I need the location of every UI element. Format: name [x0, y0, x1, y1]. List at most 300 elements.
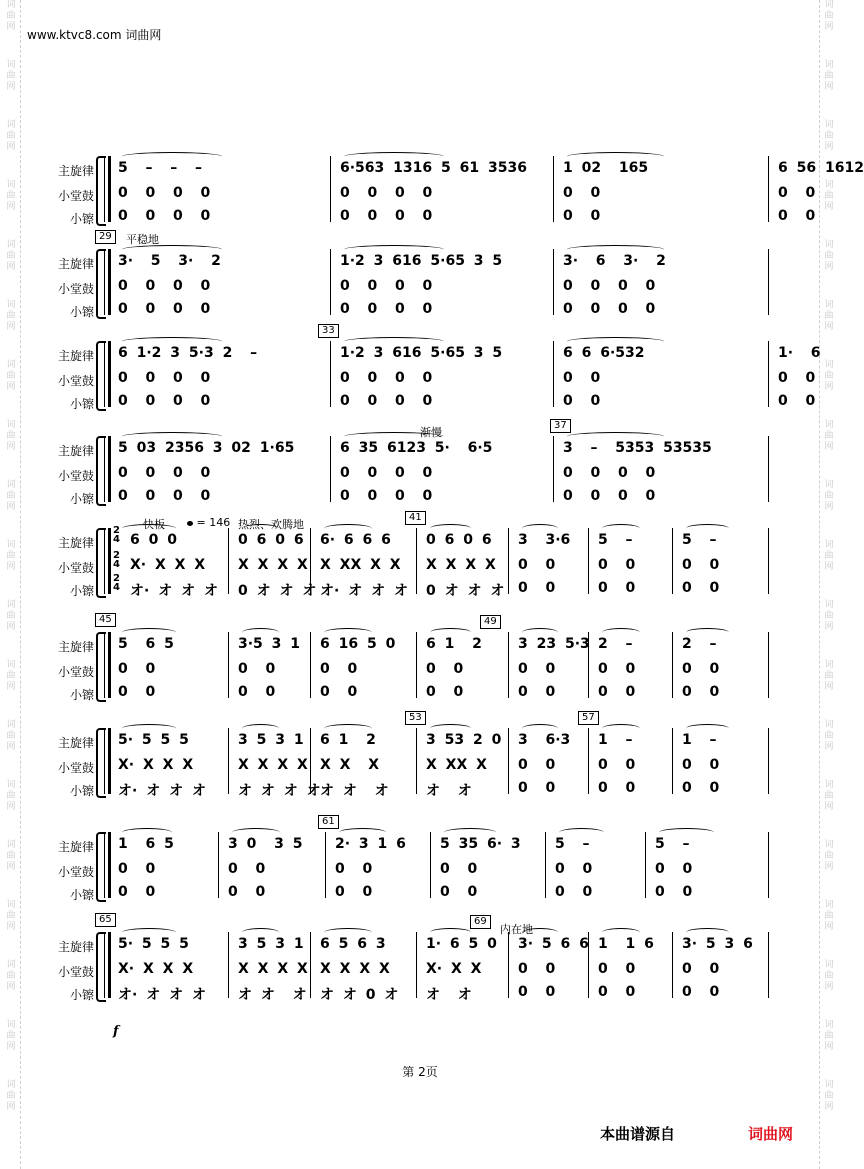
- measure-snare: 0 0: [682, 757, 720, 773]
- measure-snare: 0 0 0 0: [340, 465, 433, 481]
- measure-melody: 6 35 6123 5· 6·5: [340, 440, 493, 456]
- footer-brand[interactable]: 词曲网: [748, 1125, 794, 1143]
- watermark-glyph: 词 曲 网: [6, 960, 16, 992]
- barline: [228, 728, 229, 794]
- measure-cymbal: 0 0 0 0: [118, 393, 211, 409]
- instrument-label-cymbal: 小镲: [69, 784, 94, 798]
- measure-snare: 0 0: [655, 861, 693, 877]
- measure-snare: X X X X: [238, 757, 308, 773]
- measure-number: 29: [95, 230, 116, 244]
- slur-mark: [339, 828, 386, 837]
- barline: [325, 832, 326, 898]
- measure-snare: 0 0 0 0: [118, 185, 211, 201]
- score-system: [0, 325, 840, 425]
- system-start-barline: [104, 341, 111, 407]
- measure-melody: 3 5 3 1: [238, 732, 304, 748]
- measure-snare: X X X X: [238, 557, 308, 573]
- measure-cymbal: オ オ オ オ: [238, 783, 321, 799]
- barline: [768, 341, 769, 407]
- measure-snare: 0 0 0 0: [340, 185, 433, 201]
- measure-snare: 0 0: [778, 370, 816, 386]
- barline: [588, 728, 589, 794]
- measure-number: 41: [405, 511, 426, 525]
- measure-melody: 6 56 1612: [778, 160, 864, 176]
- slur-mark: [344, 432, 444, 441]
- measure-cymbal: オ· オ オ オ: [118, 783, 206, 799]
- measure-snare: X X X X: [426, 557, 496, 573]
- slur-mark: [324, 628, 372, 637]
- instrument-label-cymbal: 小镲: [69, 888, 94, 902]
- watermark-glyph: 词 曲 网: [6, 720, 16, 752]
- slur-mark: [242, 928, 279, 937]
- barline: [310, 528, 311, 594]
- time-signature: 2 4: [113, 573, 120, 593]
- slur-mark: [686, 928, 729, 937]
- measure-snare: 0 0: [598, 557, 636, 573]
- slur-mark: [602, 524, 640, 533]
- measure-melody: 3 – 5353 53535: [563, 440, 712, 456]
- measure-cymbal: 0 0 0 0: [563, 488, 656, 504]
- system-start-barline: [104, 436, 111, 502]
- measure-cymbal: 0 0: [682, 684, 720, 700]
- measure-number: 61: [318, 815, 339, 829]
- tempo-annotation: f: [113, 1024, 119, 1039]
- watermark-glyph: 词 曲 网: [824, 780, 834, 812]
- instrument-label-cymbal: 小镲: [69, 688, 94, 702]
- measure-melody: 1 –: [598, 732, 633, 748]
- barline: [330, 341, 331, 407]
- footer-source-text: 本曲谱源自: [600, 1125, 676, 1143]
- measure-melody: 5 –: [555, 836, 590, 852]
- measure-melody: 0 6 0 6: [426, 532, 492, 548]
- measure-cymbal: 0 0: [426, 684, 464, 700]
- barline: [768, 632, 769, 698]
- watermark-glyph: 词 曲 网: [824, 420, 834, 452]
- barline: [588, 632, 589, 698]
- measure-melody: 5 –: [682, 532, 717, 548]
- measure-cymbal: 0 0: [778, 393, 816, 409]
- measure-cymbal: 0 0: [598, 780, 636, 796]
- instrument-label-snare: 小堂鼓: [57, 761, 94, 775]
- instrument-label-cymbal: 小镲: [69, 397, 94, 411]
- watermark-glyph: 词 曲 网: [824, 720, 834, 752]
- barline: [545, 832, 546, 898]
- measure-number: 57: [578, 711, 599, 725]
- slur-mark: [567, 152, 664, 161]
- slur-mark: [430, 724, 471, 733]
- slur-mark: [344, 245, 444, 254]
- watermark-glyph: 词 曲 网: [824, 1020, 834, 1052]
- slur-mark: [242, 628, 279, 637]
- measure-snare: X XX X: [426, 757, 487, 773]
- barline: [553, 156, 554, 222]
- barline: [228, 932, 229, 998]
- instrument-label-melody: 主旋律: [57, 640, 94, 654]
- slur-mark: [122, 524, 176, 533]
- measure-cymbal: 0 0 0 0: [340, 488, 433, 504]
- measure-snare: X· X X X: [118, 961, 194, 977]
- measure-snare: 0 0: [563, 370, 601, 386]
- measure-melody: 6 1 2: [320, 732, 376, 748]
- system-start-barline: [104, 632, 111, 698]
- measure-cymbal: 0 0: [238, 684, 276, 700]
- measure-snare: X· X X X: [118, 757, 194, 773]
- instrument-label-melody: 主旋律: [57, 257, 94, 271]
- slur-mark: [122, 628, 176, 637]
- watermark-glyph: 词 曲 网: [6, 360, 16, 392]
- watermark-glyph: 词 曲 网: [6, 1080, 16, 1112]
- measure-number: 53: [405, 711, 426, 725]
- measure-melody: 6 6 6·532: [563, 345, 645, 361]
- instrument-label-snare: 小堂鼓: [57, 665, 94, 679]
- time-signature: 2 4: [113, 550, 120, 570]
- barline: [588, 932, 589, 998]
- barline: [310, 632, 311, 698]
- barline: [672, 528, 673, 594]
- instrument-label-cymbal: 小镲: [69, 988, 94, 1002]
- barline: [508, 728, 509, 794]
- watermark-glyph: 词 曲 网: [824, 180, 834, 212]
- measure-melody: 6· 6 6 6: [320, 532, 391, 548]
- measure-cymbal: 0 0: [655, 884, 693, 900]
- watermark-glyph: 词 曲 网: [6, 660, 16, 692]
- measure-melody: 2 –: [682, 636, 717, 652]
- barline: [768, 156, 769, 222]
- measure-cymbal: オ オ オ: [238, 987, 307, 1003]
- watermark-glyph: 词 曲 网: [6, 120, 16, 152]
- measure-melody: 1· 6: [778, 345, 821, 361]
- system-start-barline: [104, 249, 111, 315]
- measure-cymbal: オ· オ オ オ: [320, 583, 408, 599]
- measure-melody: 5 –: [598, 532, 633, 548]
- measure-melody: 1 –: [682, 732, 717, 748]
- measure-cymbal: 0 0: [518, 580, 556, 596]
- slur-mark: [602, 628, 640, 637]
- instrument-label-snare: 小堂鼓: [57, 561, 94, 575]
- slur-mark: [324, 724, 372, 733]
- measure-number: 65: [95, 913, 116, 927]
- measure-melody: 5· 5 5 5: [118, 732, 189, 748]
- slur-mark: [122, 928, 176, 937]
- slur-mark: [430, 928, 471, 937]
- slur-mark: [344, 152, 444, 161]
- barline: [672, 932, 673, 998]
- barline: [416, 932, 417, 998]
- barline: [768, 436, 769, 502]
- measure-cymbal: 0 0: [228, 884, 266, 900]
- instrument-label-snare: 小堂鼓: [57, 865, 94, 879]
- measure-snare: 0 0: [335, 861, 373, 877]
- measure-snare: 0 0: [238, 661, 276, 677]
- barline: [553, 341, 554, 407]
- barline: [672, 632, 673, 698]
- slur-mark: [122, 152, 222, 161]
- tempo-annotation: 平稳地: [126, 233, 159, 246]
- measure-cymbal: 0 0: [555, 884, 593, 900]
- measure-melody: 5 35 6· 3: [440, 836, 521, 852]
- measure-cymbal: オ· オ オ オ: [130, 583, 218, 599]
- measure-cymbal: オ オ オ: [320, 783, 389, 799]
- tempo-annotation: 渐慢: [420, 426, 442, 439]
- measure-cymbal: 0 0: [518, 984, 556, 1000]
- watermark-glyph: 词 曲 网: [824, 840, 834, 872]
- barline: [645, 832, 646, 898]
- measure-cymbal: 0 0 0 0: [340, 301, 433, 317]
- barline: [588, 528, 589, 594]
- measure-melody: 3· 5 6 6: [518, 936, 589, 952]
- measure-melody: 1·2 3 616 5·65 3 5: [340, 253, 503, 269]
- watermark-glyph: 词 曲 网: [824, 540, 834, 572]
- measure-melody: 3 0 3 5: [228, 836, 303, 852]
- watermark-glyph: 词 曲 网: [824, 300, 834, 332]
- measure-cymbal: 0 0 0 0: [118, 301, 211, 317]
- measure-cymbal: オ オ: [426, 783, 472, 799]
- system-start-barline: [104, 728, 111, 794]
- measure-melody: 3 5 3 1: [238, 936, 304, 952]
- measure-snare: 0 0: [518, 961, 556, 977]
- measure-snare: X X X X: [320, 961, 390, 977]
- measure-snare: X· X X: [426, 961, 482, 977]
- slur-mark: [122, 337, 222, 346]
- barline: [508, 932, 509, 998]
- measure-snare: 0 0: [598, 661, 636, 677]
- measure-snare: 0 0 0 0: [340, 278, 433, 294]
- measure-melody: 6·563 1316 5 61 3536: [340, 160, 527, 176]
- measure-cymbal: オ オ: [426, 987, 472, 1003]
- measure-cymbal: 0 0: [563, 393, 601, 409]
- barline: [416, 728, 417, 794]
- measure-melody: 6 16 5 0: [320, 636, 396, 652]
- measure-melody: 2· 3 1 6: [335, 836, 406, 852]
- measure-snare: 0 0: [320, 661, 358, 677]
- measure-snare: 0 0 0 0: [118, 370, 211, 386]
- score-system: [0, 160, 864, 240]
- measure-cymbal: 0 0 0 0: [340, 393, 433, 409]
- barline: [218, 832, 219, 898]
- slur-mark: [567, 432, 664, 441]
- measure-melody: 5 –: [655, 836, 690, 852]
- score-system: [0, 231, 840, 333]
- slur-mark: [567, 337, 664, 346]
- measure-snare: 0 0: [118, 861, 156, 877]
- measure-snare: 0 0: [682, 961, 720, 977]
- measure-number: 49: [480, 615, 501, 629]
- measure-snare: 0 0: [598, 961, 636, 977]
- watermark-glyph: 词 曲 网: [824, 240, 834, 272]
- time-signature: 2 4: [113, 525, 120, 545]
- tempo-annotation: 内在地: [500, 923, 533, 936]
- watermark-glyph: 词 曲 网: [824, 600, 834, 632]
- measure-cymbal: 0 0 0 0: [118, 208, 211, 224]
- barline: [768, 832, 769, 898]
- slur-mark: [686, 524, 729, 533]
- tempo-annotation: 快板: [143, 518, 165, 531]
- watermark-glyph: 词 曲 网: [6, 540, 16, 572]
- measure-melody: 6 1·2 3 5·3 2 –: [118, 345, 258, 361]
- measure-cymbal: 0 0: [320, 684, 358, 700]
- instrument-label-melody: 主旋律: [57, 840, 94, 854]
- barline: [330, 249, 331, 315]
- barline: [310, 728, 311, 794]
- tempo-annotation: 热烈、欢腾地: [238, 518, 304, 531]
- measure-cymbal: 0 0: [778, 208, 816, 224]
- barline: [672, 728, 673, 794]
- measure-cymbal: 0 0: [682, 580, 720, 596]
- slur-mark: [242, 524, 279, 533]
- measure-cymbal: 0 0: [563, 208, 601, 224]
- watermark-glyph: 词 曲 网: [6, 180, 16, 212]
- measure-number: 69: [470, 915, 491, 929]
- slur-mark: [122, 724, 176, 733]
- measure-melody: 1 02 165: [563, 160, 649, 176]
- watermark-glyph: 词 曲 网: [824, 60, 834, 92]
- watermark-glyph: 词 曲 网: [824, 480, 834, 512]
- barline: [228, 632, 229, 698]
- measure-melody: 1·2 3 616 5·65 3 5: [340, 345, 503, 361]
- measure-melody: 6 0 0: [130, 532, 177, 548]
- barline: [508, 632, 509, 698]
- measure-snare: 0 0: [518, 757, 556, 773]
- barline: [310, 932, 311, 998]
- measure-melody: 3· 5 3 6: [682, 936, 753, 952]
- measure-snare: 0 0 0 0: [340, 370, 433, 386]
- measure-cymbal: 0 0: [598, 984, 636, 1000]
- measure-melody: 1 1 6: [598, 936, 654, 952]
- slur-mark: [522, 628, 558, 637]
- instrument-label-cymbal: 小镲: [69, 305, 94, 319]
- barline: [553, 249, 554, 315]
- barline: [768, 728, 769, 794]
- instrument-label-melody: 主旋律: [57, 164, 94, 178]
- slur-mark: [686, 724, 729, 733]
- measure-snare: 0 0 0 0: [118, 278, 211, 294]
- measure-melody: 0 6 0 6: [238, 532, 304, 548]
- barline: [430, 832, 431, 898]
- instrument-label-melody: 主旋律: [57, 940, 94, 954]
- measure-cymbal: 0 0: [518, 780, 556, 796]
- measure-snare: 0 0: [118, 661, 156, 677]
- measure-melody: 5 – – –: [118, 160, 202, 176]
- instrument-label-snare: 小堂鼓: [57, 374, 94, 388]
- instrument-label-cymbal: 小镲: [69, 492, 94, 506]
- measure-snare: 0 0: [518, 661, 556, 677]
- system-start-barline: [104, 156, 111, 222]
- slur-mark: [344, 337, 444, 346]
- measure-cymbal: 0 0: [682, 780, 720, 796]
- slur-mark: [324, 524, 372, 533]
- measure-melody: 5 03 2356 3 02 1·65: [118, 440, 295, 456]
- measure-snare: X XX X X: [320, 557, 401, 573]
- measure-number: 37: [550, 419, 571, 433]
- measure-melody: 3 3·6: [518, 532, 571, 548]
- slur-mark: [122, 432, 222, 441]
- system-start-barline: [104, 832, 111, 898]
- watermark-glyph: 词 曲 网: [824, 360, 834, 392]
- slur-mark: [522, 724, 558, 733]
- watermark-glyph: 词 曲 网: [6, 420, 16, 452]
- measure-melody: 1· 6 5 0: [426, 936, 497, 952]
- watermark-glyph: 词 曲 网: [6, 480, 16, 512]
- slur-mark: [430, 524, 471, 533]
- measure-cymbal: 0 0: [682, 984, 720, 1000]
- slur-mark: [122, 828, 172, 837]
- tempo-annotation: = 146: [187, 516, 230, 529]
- measure-cymbal: 0 0: [518, 684, 556, 700]
- measure-melody: 3· 6 3· 2: [563, 253, 666, 269]
- instrument-label-cymbal: 小镲: [69, 212, 94, 226]
- slur-mark: [602, 724, 640, 733]
- watermark-glyph: 词 曲 网: [6, 240, 16, 272]
- watermark-glyph: 词 曲 网: [6, 840, 16, 872]
- measure-snare: 0 0: [778, 185, 816, 201]
- measure-cymbal: 0 0 0 0: [118, 488, 211, 504]
- measure-cymbal: 0 0: [440, 884, 478, 900]
- measure-snare: 0 0: [598, 757, 636, 773]
- instrument-label-melody: 主旋律: [57, 736, 94, 750]
- measure-snare: 0 0: [518, 557, 556, 573]
- slur-mark: [659, 828, 714, 837]
- instrument-label-snare: 小堂鼓: [57, 189, 94, 203]
- watermark-glyph: 词 曲 网: [6, 300, 16, 332]
- instrument-label-cymbal: 小镲: [69, 584, 94, 598]
- measure-melody: 6 1 2: [426, 636, 482, 652]
- barline: [416, 528, 417, 594]
- slur-mark: [522, 524, 558, 533]
- score-system: [0, 816, 840, 916]
- watermark-glyph: 词 曲 网: [824, 660, 834, 692]
- measure-snare: 0 0: [555, 861, 593, 877]
- watermark-glyph: 词 曲 网: [824, 0, 834, 32]
- instrument-label-melody: 主旋律: [57, 349, 94, 363]
- measure-snare: 0 0: [682, 661, 720, 677]
- watermark-glyph: 词 曲 网: [6, 1020, 16, 1052]
- site-url[interactable]: www.ktvc8.com 词曲网: [27, 28, 162, 42]
- watermark-glyph: 词 曲 网: [824, 960, 834, 992]
- score-system: [0, 712, 840, 812]
- slur-mark: [602, 928, 640, 937]
- measure-snare: 0 0: [440, 861, 478, 877]
- measure-snare: 0 0: [426, 661, 464, 677]
- slur-mark: [430, 628, 471, 637]
- measure-melody: 5 6 5: [118, 636, 174, 652]
- measure-snare: 0 0: [682, 557, 720, 573]
- instrument-label-snare: 小堂鼓: [57, 965, 94, 979]
- slur-mark: [122, 245, 222, 254]
- barline: [768, 249, 769, 315]
- measure-cymbal: 0 0: [598, 580, 636, 596]
- instrument-label-melody: 主旋律: [57, 444, 94, 458]
- watermark-glyph: 词 曲 网: [824, 120, 834, 152]
- slur-mark: [522, 928, 558, 937]
- barline: [768, 528, 769, 594]
- system-start-barline: [104, 528, 111, 594]
- watermark-glyph: 词 曲 网: [824, 1080, 834, 1112]
- measure-snare: 0 0: [563, 185, 601, 201]
- slur-mark: [567, 245, 664, 254]
- slur-mark: [444, 828, 496, 837]
- watermark-glyph: 词 曲 网: [6, 0, 16, 32]
- measure-cymbal: 0 0 0 0: [340, 208, 433, 224]
- measure-number: 45: [95, 613, 116, 627]
- slur-mark: [232, 828, 280, 837]
- measure-cymbal: 0 オ オ オ: [426, 583, 505, 599]
- watermark-glyph: 词 曲 网: [6, 780, 16, 812]
- measure-snare: 0 0: [228, 861, 266, 877]
- measure-snare: X· X X X: [130, 557, 206, 573]
- watermark-glyph: 词 曲 网: [6, 600, 16, 632]
- measure-number: 33: [318, 324, 339, 338]
- slur-mark: [686, 628, 729, 637]
